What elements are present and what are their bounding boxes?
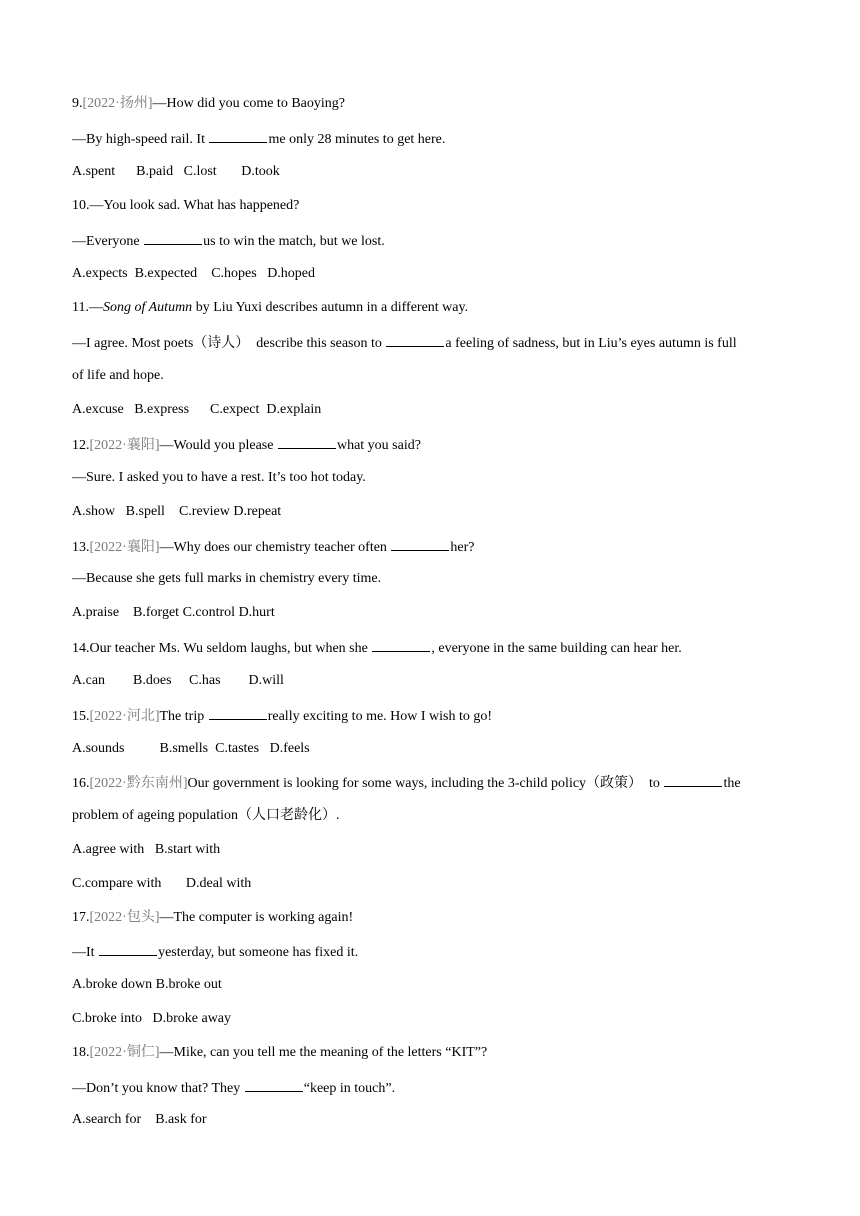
option-d[interactable]: D.will bbox=[248, 673, 284, 688]
q11-answer-cont: of life and hope. bbox=[72, 368, 164, 383]
answer-blank[interactable] bbox=[278, 435, 336, 449]
option-b[interactable]: B.does bbox=[133, 673, 172, 688]
answer-blank[interactable] bbox=[386, 333, 444, 347]
q10-answer: —Everyone us to win the match, but we lost. bbox=[72, 231, 385, 249]
q17-answer: —It yesterday, but someone has fixed it. bbox=[72, 942, 358, 960]
q12-options bbox=[72, 503, 281, 521]
option-d[interactable]: D.deal with bbox=[185, 876, 252, 891]
option-b[interactable]: B.expected bbox=[134, 266, 198, 281]
q10-options bbox=[72, 265, 315, 283]
q17-options-row2 bbox=[72, 1010, 231, 1028]
answer-blank[interactable] bbox=[144, 231, 202, 245]
answer-blank[interactable] bbox=[209, 706, 267, 720]
q17-source: [2022·包头] bbox=[89, 910, 160, 925]
q16-question-cont: problem of ageing population（人口老龄化）. bbox=[72, 808, 340, 823]
q14-question: 14.Our teacher Ms. Wu seldom laughs, but when she , everyone in the same building can hear her. bbox=[72, 638, 682, 656]
option-d[interactable]: D.hoped bbox=[267, 266, 316, 281]
answer-blank[interactable] bbox=[209, 129, 267, 143]
answer-blank[interactable] bbox=[664, 773, 722, 787]
q11-question: 11.—Song of Autumn by Liu Yuxi describes autumn in a different way. bbox=[72, 300, 469, 315]
option-d[interactable]: D.broke away bbox=[152, 1011, 232, 1026]
q13-answer: —Because she gets full marks in chemistry every time. bbox=[72, 571, 382, 586]
q16-options-row1 bbox=[72, 841, 220, 859]
option-a[interactable]: A.can bbox=[72, 673, 106, 688]
option-d[interactable]: D.repeat bbox=[233, 504, 282, 519]
option-b[interactable]: B.forget bbox=[133, 605, 180, 620]
q12-answer: —Sure. I asked you to have a rest. It’s too hot today. bbox=[72, 470, 366, 485]
answer-blank[interactable] bbox=[372, 638, 430, 652]
option-b[interactable]: B.spell bbox=[125, 504, 165, 519]
q11-answer: —I agree. Most poets（诗人） describe this season to a feeling of sadness, but in Liu’s eyes autumn is full bbox=[72, 333, 737, 351]
q15-question: 15.[2022·河北]The trip really exciting to me. How I wish to go! bbox=[72, 706, 492, 724]
option-d[interactable]: D.hurt bbox=[238, 605, 275, 620]
option-a[interactable]: A.broke down bbox=[72, 977, 153, 992]
option-a[interactable]: A.praise bbox=[72, 605, 120, 620]
option-c[interactable]: C.tastes bbox=[215, 741, 260, 756]
option-a[interactable]: A.excuse bbox=[72, 402, 124, 417]
option-c[interactable]: C.review bbox=[178, 504, 230, 519]
q15-options bbox=[72, 740, 310, 758]
q12-question: 12.[2022·襄阳]—Would you please what you said? bbox=[72, 435, 421, 453]
q9-options bbox=[72, 163, 280, 181]
q16-question: 16.[2022·黔东南州]Our government is looking for some ways, including the 3-child policy（政策） to the bbox=[72, 773, 741, 791]
answer-blank[interactable] bbox=[99, 942, 157, 956]
q18-options bbox=[72, 1111, 207, 1129]
option-c[interactable]: C.compare with bbox=[72, 876, 162, 891]
answer-blank[interactable] bbox=[391, 537, 449, 551]
option-c[interactable]: C.hopes bbox=[211, 266, 257, 281]
option-a[interactable]: A.agree with bbox=[72, 842, 145, 857]
option-a[interactable]: A.show bbox=[72, 504, 116, 519]
answer-blank[interactable] bbox=[245, 1078, 303, 1092]
q13-question: 13.[2022·襄阳]—Why does our chemistry teacher often her? bbox=[72, 537, 475, 555]
q15-source: [2022·河北] bbox=[89, 709, 160, 724]
option-b[interactable]: B.smells bbox=[159, 741, 209, 756]
q18-source: [2022·铜仁] bbox=[89, 1045, 160, 1060]
q12-source: [2022·襄阳] bbox=[89, 438, 160, 453]
option-c[interactable]: C.broke into bbox=[72, 1011, 142, 1026]
option-a[interactable]: A.sounds bbox=[72, 741, 125, 756]
option-b[interactable]: B.ask for bbox=[155, 1112, 207, 1127]
option-c[interactable]: C.has bbox=[189, 673, 221, 688]
q13-options bbox=[72, 604, 275, 622]
option-c[interactable]: C.lost bbox=[183, 164, 217, 179]
q11-options bbox=[72, 401, 321, 419]
q18-question: 18.[2022·铜仁]—Mike, can you tell me the meaning of the letters “KIT”? bbox=[72, 1045, 488, 1060]
option-d[interactable]: D.took bbox=[241, 164, 280, 179]
option-c[interactable]: C.expect bbox=[210, 402, 260, 417]
option-b[interactable]: B.paid bbox=[136, 164, 174, 179]
q17-options-row1 bbox=[72, 976, 222, 994]
option-a[interactable]: A.spent bbox=[72, 164, 116, 179]
q16-options-row2 bbox=[72, 875, 251, 893]
q9-answer: —By high-speed rail. It me only 28 minutes to get here. bbox=[72, 129, 445, 147]
q18-answer: —Don’t you know that? They “keep in touch”. bbox=[72, 1078, 395, 1096]
q9-question: 9.[2022·扬州]—How did you come to Baoying? bbox=[72, 96, 345, 111]
option-b[interactable]: B.broke out bbox=[155, 977, 222, 992]
q10-question: 10.—You look sad. What has happened? bbox=[72, 198, 300, 213]
q16-source: [2022·黔东南州] bbox=[89, 776, 188, 791]
option-d[interactable]: D.feels bbox=[269, 741, 310, 756]
option-a[interactable]: A.expects bbox=[72, 266, 128, 281]
q17-question: 17.[2022·包头]—The computer is working again! bbox=[72, 910, 354, 925]
option-c[interactable]: C.control bbox=[182, 605, 236, 620]
poem-title: Song of Autumn bbox=[102, 300, 193, 315]
option-b[interactable]: B.express bbox=[134, 402, 190, 417]
q9-source: [2022·扬州] bbox=[82, 96, 153, 111]
option-b[interactable]: B.start with bbox=[154, 842, 221, 857]
q14-options bbox=[72, 672, 284, 690]
option-d[interactable]: D.explain bbox=[266, 402, 322, 417]
q13-source: [2022·襄阳] bbox=[89, 540, 160, 555]
option-a[interactable]: A.search for bbox=[72, 1112, 142, 1127]
